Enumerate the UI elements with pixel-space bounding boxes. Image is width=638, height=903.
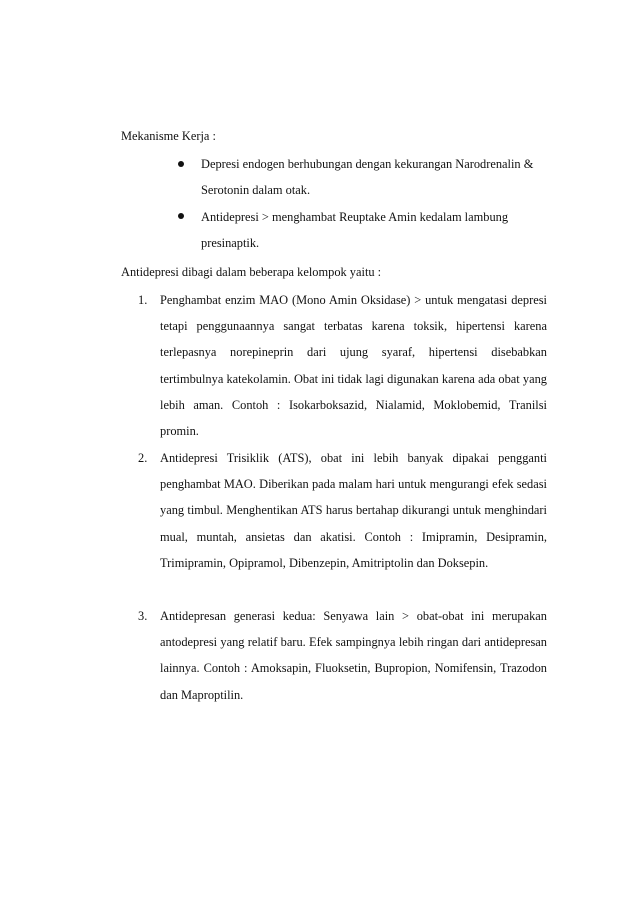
intro-paragraph: Antidepresi dibagi dalam beberapa kelompok yaitu : xyxy=(121,265,382,279)
bullet-dot-icon xyxy=(178,161,184,167)
list-item-number: 1. xyxy=(138,293,148,307)
bullet-item-1: Depresi endogen berhubungan dengan kekurangan Narodrenalin & Serotonin dalam otak. xyxy=(201,157,534,198)
list-item-text: Antidepresan generasi kedua: Senyawa lain > obat-obat ini merupakan antodepresi yang relatif baru. Efek sampingnya lebih ringan dari antidepresan lainnya. Contoh : Amoksapin, Fluoksetin, Bupropion, Nomifensin, Trazodon dan Maproptilin. xyxy=(160,609,547,702)
list-item-text: Penghambat enzim MAO (Mono Amin Oksidase) > untuk mengatasi depresi tetapi penggunaannya sangat terbatas karena toksik, hipertensi karena terlepasnya norepineprin dari ujung syaraf, hipertensi disebabkan tertimbulnya katekolamin. Obat ini tidak lagi digunakan karena ada obat yang lebih aman. Contoh : Isokarboksazid, Nialamid, Moklobemid, Tranilsi promin. xyxy=(160,293,547,439)
list-item-number: 3. xyxy=(138,609,148,623)
bullet-dot-icon xyxy=(178,213,184,219)
bullet-item-2: Antidepresi > menghambat Reuptake Amin kedalam lambung presinaptik. xyxy=(201,210,509,251)
list-item-number: 2. xyxy=(138,451,148,465)
list-item-text: Antidepresi Trisiklik (ATS), obat ini lebih banyak dipakai pengganti penghambat MAO. Diberikan pada malam hari untuk mengurangi efek sedasi yang timbul. Menghentikan ATS harus bertahap dikurangi untuk menghindari mual, muntah, ansietas dan akatisi. Contoh : Imipramin, Desipramin, Trimipramin, Opipramol, Dibenzepin, Amitriptolin dan Doksepin. xyxy=(160,451,547,570)
section-heading: Mekanisme Kerja : xyxy=(121,129,216,143)
